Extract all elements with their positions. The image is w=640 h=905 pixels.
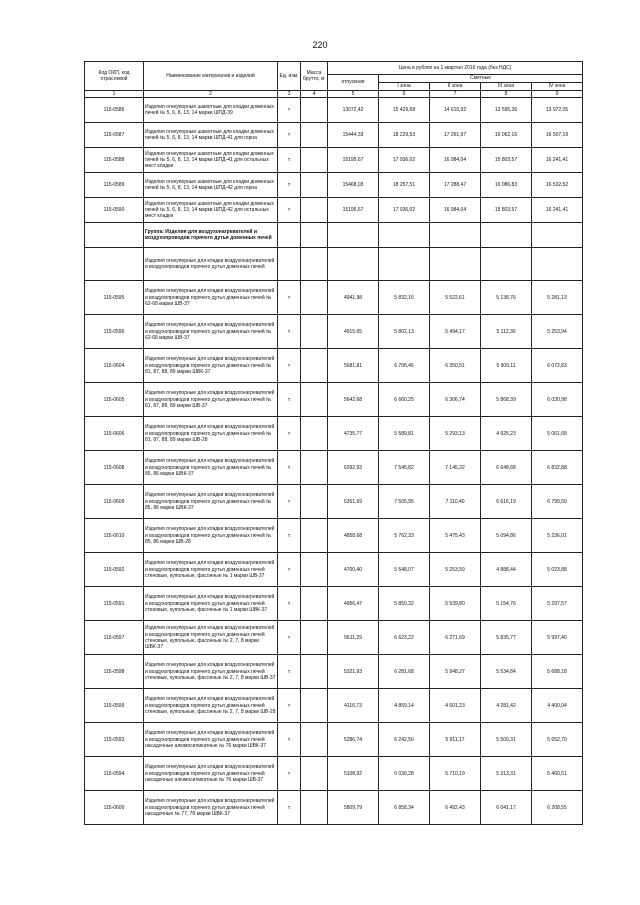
column-index: 5 [328,91,379,98]
cell-code: 115-0595 [85,281,144,315]
cell-price-otpusknaya: 13072,42 [328,98,379,123]
cell-mass [301,315,328,349]
cell-price-otpusknaya: 4858,68 [328,519,379,553]
cell-mass [301,383,328,417]
cell-price-otpusknaya [328,248,379,281]
cell-name: Изделия огнеупорные для кладки воздухонагревателей и воздухопроводов горячего дутья доменных печей стеновые, купольные, фасонные № 2, 7, 8 марки ШВ-37 [144,655,278,689]
cell-name: Группа: Изделия для воздухонагревателей и воздухопроводов горячего дутья доменных печей [144,223,278,248]
cell-unit: т [278,349,301,383]
price-table [84,61,583,825]
cell-price-zone-2: 17 288,47 [430,173,481,198]
table-row [85,198,583,223]
cell-price-zone-4: 5 297,57 [532,587,583,621]
cell-mass [301,553,328,587]
cell-name: Изделия огнеупорные для кладки воздухонагревателей и воздухопроводов горячего дутья доменных печей № 81, 87, 88, 89 марки ШВК-37 [144,349,278,383]
cell-price-zone-1 [379,223,430,248]
cell-price-otpusknaya: 5321,93 [328,655,379,689]
cell-mass [301,248,328,281]
cell-price-zone-1: 6 706,46 [379,349,430,383]
column-index: 2 [144,91,278,98]
cell-code: 115-0586 [85,98,144,123]
cell-price-zone-4: 5 652,70 [532,723,583,757]
cell-unit: т [278,757,301,791]
cell-price-zone-2: 5 293,13 [430,417,481,451]
header-mass: Масса брутто, кг [301,62,328,91]
table-row [85,689,583,723]
header-zone-3: III зона [481,83,532,91]
cell-name: Изделия огнеупорные для кладки воздухонагревателей и воздухопроводов горячего дутья доменных печей насадочные № 77, 78 марки ШВК-37 [144,791,278,825]
cell-name: Изделия огнеупорные шамотные для кладки доменных печей № 5, 6, 8, 13, 14 марки ШПД-41 для остальных мест кладки [144,148,278,173]
column-index: 1 [85,91,144,98]
table-row [85,519,583,553]
cell-price-otpusknaya: 5809,79 [328,791,379,825]
cell-price-otpusknaya: 4735,77 [328,417,379,451]
cell-price-zone-2: 5 911,17 [430,723,481,757]
header-smetnye: Сметные [379,75,583,83]
cell-price-zone-3: 5 500,31 [481,723,532,757]
cell-price-otpusknaya: 15195,67 [328,148,379,173]
cell-mass [301,173,328,198]
cell-price-zone-3 [481,223,532,248]
cell-mass [301,587,328,621]
column-index: 7 [430,91,481,98]
cell-code: 115-0597 [85,621,144,655]
cell-price-zone-2: 6 492,43 [430,791,481,825]
table-body [85,98,583,825]
header-otpusknaya: отпускная [328,75,379,91]
header-name: Наименование материалов и изделий [144,62,278,91]
cell-price-zone-1: 6 623,22 [379,621,430,655]
cell-mass [301,98,328,123]
cell-code: 115-0608 [85,451,144,485]
cell-mass [301,198,328,223]
cell-unit: т [278,655,301,689]
cell-price-zone-2: 16 984,04 [430,198,481,223]
cell-code [85,248,144,281]
cell-code: 115-0588 [85,148,144,173]
table-row [85,451,583,485]
cell-price-zone-4: 13 972,05 [532,98,583,123]
table-row [85,123,583,148]
cell-mass [301,417,328,451]
cell-unit: т [278,587,301,621]
cell-price-zone-3: 5 835,77 [481,621,532,655]
cell-name: Изделия огнеупорные для кладки воздухонагревателей и воздухопроводов горячего дутья доменных печей стеновые, купольные, фасонные № 1 марки ШВК-37 [144,587,278,621]
cell-price-zone-4: 16 241,41 [532,148,583,173]
cell-price-zone-1: 18 229,53 [379,123,430,148]
cell-price-zone-1: 6 660,25 [379,383,430,417]
table-row [85,655,583,689]
cell-mass [301,791,328,825]
cell-price-zone-3: 5 534,84 [481,655,532,689]
cell-price-zone-1: 5 802,13 [379,315,430,349]
cell-name: Изделия огнеупорные для кладки воздухонагревателей и воздухопроводов горячего дутья доменных печей [144,248,278,281]
cell-code: 115-0593 [85,723,144,757]
cell-unit: т [278,315,301,349]
column-index: 8 [481,91,532,98]
cell-price-zone-2: 5 494,17 [430,315,481,349]
cell-price-zone-4: 5 460,51 [532,757,583,791]
cell-price-zone-2: 4 601,23 [430,689,481,723]
cell-price-zone-3: 6 616,19 [481,485,532,519]
cell-name: Изделия огнеупорные шамотные для кладки доменных печей № 5, 6, 8, 13, 14 марки ШПД-41 для горна [144,123,278,148]
cell-name: Изделия огнеупорные для кладки воздухонагревателей и воздухопроводов горячего дутья доменных печей № 62-68 марки ШВ-37 [144,281,278,315]
cell-price-zone-1: 4 859,14 [379,689,430,723]
cell-mass [301,519,328,553]
cell-price-zone-3: 4 281,42 [481,689,532,723]
cell-price-zone-4: 4 400,04 [532,689,583,723]
cell-mass [301,757,328,791]
cell-code: 115-0589 [85,173,144,198]
cell-code: 115-0600 [85,791,144,825]
cell-unit [278,248,301,281]
table-row [85,553,583,587]
cell-code: 115-0592 [85,553,144,587]
cell-mass [301,148,328,173]
cell-mass [301,655,328,689]
cell-unit: т [278,553,301,587]
table-row [85,587,583,621]
cell-unit [278,223,301,248]
cell-price-zone-2 [430,223,481,248]
cell-price-zone-3 [481,248,532,281]
cell-price-zone-3: 5 112,30 [481,315,532,349]
group-row [85,223,583,248]
cell-price-otpusknaya: 4700,40 [328,553,379,587]
cell-code: 115-0604 [85,349,144,383]
cell-unit: т [278,173,301,198]
cell-code: 115-0606 [85,417,144,451]
cell-price-otpusknaya: 5611,29 [328,621,379,655]
cell-price-zone-1: 7 505,95 [379,485,430,519]
cell-price-zone-3: 4 888,44 [481,553,532,587]
cell-price-otpusknaya: 15195,67 [328,198,379,223]
cell-name: Изделия огнеупорные шамотные для кладки доменных печей № 5, 6, 8, 13, 14 марки ШПД-42 для остальных мест кладки [144,198,278,223]
cell-code: 115-0594 [85,757,144,791]
cell-mass [301,451,328,485]
cell-price-zone-3: 5 909,11 [481,349,532,383]
cell-mass [301,723,328,757]
table-row [85,98,583,123]
cell-code: 115-0605 [85,383,144,417]
cell-mass [301,123,328,148]
cell-price-zone-3: 5 138,76 [481,281,532,315]
cell-price-otpusknaya: 6392,93 [328,451,379,485]
cell-price-zone-4: 5 253,94 [532,315,583,349]
cell-code: 115-0598 [85,655,144,689]
cell-name: Изделия огнеупорные для кладки воздухонагревателей и воздухопроводов горячего дутья доменных печей № 62-68 марки ШВ-37 [144,315,278,349]
cell-price-zone-2: 6 306,74 [430,383,481,417]
cell-price-otpusknaya [328,223,379,248]
cell-unit: т [278,417,301,451]
cell-price-zone-4: 5 281,13 [532,281,583,315]
cell-price-zone-4: 16 532,52 [532,173,583,198]
cell-price-zone-2: 16 984,04 [430,148,481,173]
cell-price-otpusknaya: 6351,69 [328,485,379,519]
cell-price-zone-3: 16 086,83 [481,173,532,198]
header-price-group: Цена в рублях на 1 квартал 2016 года (без НДС) [328,62,583,75]
cell-code: 115-0590 [85,198,144,223]
page-number: 220 [312,40,328,50]
column-index: 3 [278,91,301,98]
cell-price-zone-4: 6 799,50 [532,485,583,519]
cell-code [85,223,144,248]
cell-price-zone-3: 5 094,86 [481,519,532,553]
cell-unit: т [278,723,301,757]
cell-price-zone-1: 6 030,28 [379,757,430,791]
cell-unit: т [278,791,301,825]
table-row [85,621,583,655]
header-zone-2: II зона [430,83,481,91]
table-row [85,723,583,757]
cell-price-zone-1: 15 429,68 [379,98,430,123]
cell-price-zone-2: 6 350,51 [430,349,481,383]
cell-price-zone-1: 5 832,16 [379,281,430,315]
cell-price-zone-3: 16 062,16 [481,123,532,148]
cell-price-zone-4 [532,248,583,281]
cell-price-otpusknaya: 15468,03 [328,173,379,198]
table-row [85,315,583,349]
column-index: 6 [379,91,430,98]
cell-price-zone-4: 5 236,01 [532,519,583,553]
cell-price-zone-4: 6 030,98 [532,383,583,417]
cell-mass [301,689,328,723]
cell-price-otpusknaya: 5642,68 [328,383,379,417]
cell-price-otpusknaya: 4956,47 [328,587,379,621]
cell-price-zone-1: 5 850,32 [379,587,430,621]
cell-name: Изделия огнеупорные шамотные для кладки доменных печей № 5, 6, 8, 13, 14 марки ШПД-39 [144,98,278,123]
cell-price-zone-1: 5 762,33 [379,519,430,553]
cell-unit: т [278,519,301,553]
cell-price-zone-4: 5 023,88 [532,553,583,587]
header-zone-1: I зона [379,83,430,91]
cell-price-zone-3: 5 313,31 [481,757,532,791]
cell-price-zone-2: 17 261,97 [430,123,481,148]
cell-price-zone-3: 15 803,57 [481,148,532,173]
cell-price-zone-2: 14 610,92 [430,98,481,123]
cell-unit: т [278,451,301,485]
cell-price-zone-3: 6 041,17 [481,791,532,825]
cell-price-zone-2: 7 145,32 [430,451,481,485]
cell-unit: т [278,281,301,315]
table-row [85,791,583,825]
cell-unit: т [278,689,301,723]
cell-price-zone-3: 6 648,68 [481,451,532,485]
cell-price-zone-1: 5 548,07 [379,553,430,587]
cell-price-zone-2: 5 948,27 [430,655,481,689]
header-code: Код ОКП, код отраслевой [85,62,144,91]
cell-unit: т [278,198,301,223]
cell-price-zone-2: 5 253,59 [430,553,481,587]
cell-price-zone-4: 16 507,19 [532,123,583,148]
cell-code: 115-0599 [85,689,144,723]
cell-name: Изделия огнеупорные для кладки воздухонагревателей и воздухопроводов горячего дутья доменных печей № 81, 87, 88, 89 марки ШВ-28 [144,417,278,451]
cell-price-zone-3: 5 154,76 [481,587,532,621]
cell-name: Изделия огнеупорные для кладки воздухонагревателей и воздухопроводов горячего дутья доменных печей № 85, 86 марки ШВ-28 [144,519,278,553]
table-row [85,173,583,198]
cell-unit: т [278,123,301,148]
cell-price-zone-2: 5 539,80 [430,587,481,621]
table-row [85,281,583,315]
cell-name: Изделия огнеупорные шамотные для кладки доменных печей № 5, 6, 8, 13, 14 марки ШПД-42 для горна [144,173,278,198]
cell-price-zone-4 [532,223,583,248]
cell-unit: т [278,383,301,417]
table-row [85,349,583,383]
cell-name: Изделия огнеупорные для кладки воздухонагревателей и воздухопроводов горячего дутья доменных печей насадочные алюмосиликатные № 76 марки ШВ-37 [144,757,278,791]
cell-price-otpusknaya: 5286,74 [328,723,379,757]
cell-code: 115-0587 [85,123,144,148]
cell-price-otpusknaya: 5108,92 [328,757,379,791]
column-index-row [85,91,583,98]
cell-price-zone-4: 6 072,83 [532,349,583,383]
cell-unit: т [278,621,301,655]
cell-price-otpusknaya: 5681,81 [328,349,379,383]
cell-price-zone-1: 18 257,51 [379,173,430,198]
table-row [85,485,583,519]
header-zone-4: IV зона [532,83,583,91]
table-row [85,148,583,173]
cell-price-zone-2: 7 110,40 [430,485,481,519]
cell-price-zone-4: 16 241,41 [532,198,583,223]
cell-name: Изделия огнеупорные для кладки воздухонагревателей и воздухопроводов горячего дутья доменных печей № 85, 86 марки ШВК-37 [144,485,278,519]
cell-price-zone-1: 17 936,02 [379,148,430,173]
cell-price-zone-1: 17 936,02 [379,198,430,223]
cell-name: Изделия огнеупорные для кладки воздухонагревателей и воздухопроводов горячего дутья доменных печей № 85, 86 марки ШВК-37 [144,451,278,485]
cell-price-zone-1: 5 589,81 [379,417,430,451]
cell-price-otpusknaya: 4116,73 [328,689,379,723]
cell-price-zone-3: 5 868,39 [481,383,532,417]
cell-price-zone-2: 5 522,61 [430,281,481,315]
cell-price-zone-2 [430,248,481,281]
table-row [85,757,583,791]
cell-price-zone-2: 6 271,69 [430,621,481,655]
table-row [85,248,583,281]
header-unit: Ед. изм. [278,62,301,91]
cell-price-zone-1: 6 858,34 [379,791,430,825]
cell-code: 115-0610 [85,519,144,553]
cell-unit: т [278,485,301,519]
cell-mass [301,621,328,655]
cell-price-zone-3: 15 803,57 [481,198,532,223]
cell-code: 115-0591 [85,587,144,621]
table-row [85,417,583,451]
cell-code: 115-0609 [85,485,144,519]
cell-price-zone-1: 6 281,68 [379,655,430,689]
column-index: 4 [301,91,328,98]
cell-price-zone-2: 5 710,19 [430,757,481,791]
cell-mass [301,485,328,519]
cell-price-zone-4: 5 688,18 [532,655,583,689]
cell-mass [301,349,328,383]
cell-mass [301,281,328,315]
cell-code: 115-0596 [85,315,144,349]
cell-name: Изделия огнеупорные для кладки воздухонагревателей и воздухопроводов горячего дутья доменных печей насадочные алюмосиликатные № 76 марки ШВК-37 [144,723,278,757]
cell-mass [301,223,328,248]
cell-price-zone-3: 4 925,23 [481,417,532,451]
cell-unit: т [278,148,301,173]
cell-price-zone-4: 6 832,88 [532,451,583,485]
cell-price-zone-1: 6 242,50 [379,723,430,757]
cell-unit: т [278,98,301,123]
cell-price-zone-1 [379,248,430,281]
cell-name: Изделия огнеупорные для кладки воздухонагревателей и воздухопроводов горячего дутья доменных печей стеновые, купольные, фасонные № 1 марки ШВ-37 [144,553,278,587]
cell-price-zone-3: 13 595,36 [481,98,532,123]
cell-price-zone-4: 6 208,55 [532,791,583,825]
cell-price-otpusknaya: 15444,33 [328,123,379,148]
cell-price-zone-4: 5 061,68 [532,417,583,451]
cell-name: Изделия огнеупорные для кладки воздухонагревателей и воздухопроводов горячего дутья доменных печей стеновые, купольные, фасонные № 2, 7, 8 марки ШВ-28 [144,689,278,723]
column-index: 9 [532,91,583,98]
cell-name: Изделия огнеупорные для кладки воздухонагревателей и воздухопроводов горячего дутья доменных печей № 81, 87, 88, 89 марки ШВ-37 [144,383,278,417]
table-row [85,383,583,417]
cell-price-zone-2: 5 475,43 [430,519,481,553]
cell-price-otpusknaya: 4915,65 [328,315,379,349]
cell-price-zone-4: 5 997,40 [532,621,583,655]
cell-price-zone-1: 7 545,82 [379,451,430,485]
cell-name: Изделия огнеупорные для кладки воздухонагревателей и воздухопроводов горячего дутья доменных печей стеновые, купольные, фасонные № 2, 7, 8 марки ШВК-37 [144,621,278,655]
cell-price-otpusknaya: 4941,98 [328,281,379,315]
